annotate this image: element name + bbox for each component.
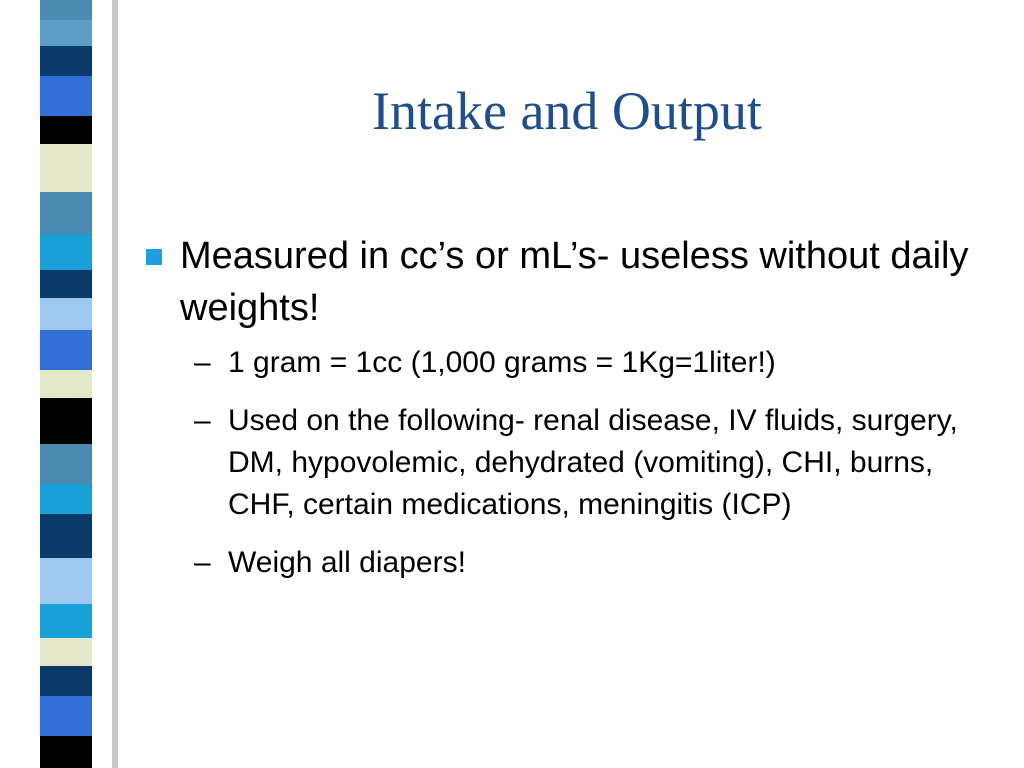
stripe-block (40, 604, 92, 638)
bullet-text: Measured in cc’s or mL’s- useless without daily weights! (180, 235, 969, 329)
sub-bullet-list (140, 342, 980, 584)
stripe-block (40, 398, 92, 444)
sub-bullet-item (186, 542, 980, 584)
stripe-block (40, 76, 92, 116)
stripe-block (40, 330, 92, 370)
stripe-block (40, 666, 92, 696)
bullet-item (140, 230, 980, 334)
stripe-block (40, 270, 92, 298)
dash-bullet-icon: – (194, 546, 211, 579)
decorative-stripe-bar (0, 0, 130, 768)
stripe-block (40, 558, 92, 604)
sub-bullet-item (186, 400, 980, 526)
sub-bullet-text: 1 gram = 1cc (1,000 grams = 1Kg=1liter!) (228, 346, 776, 379)
sub-bullet-text: Used on the following- renal disease, IV fluids, surgery, DM, hypovolemic, dehydrated (vomiting), CHI, burns, CHF, certain medications, meningitis (ICP) (228, 404, 958, 521)
stripe-block (40, 514, 92, 558)
stripe-block (40, 234, 92, 270)
stripe-block (40, 192, 92, 234)
slide-body (140, 230, 980, 600)
stripe-block (40, 736, 92, 768)
slide-title: Intake and Output (372, 81, 762, 141)
dash-bullet-icon: – (194, 346, 211, 379)
stripe-block (40, 144, 92, 192)
stripe-block (40, 298, 92, 330)
stripe-block (40, 0, 92, 20)
stripe-block (40, 444, 92, 484)
stripe-block (40, 116, 92, 144)
dash-bullet-icon: – (194, 404, 211, 437)
stripe-block (40, 484, 92, 514)
stripe-block (40, 696, 92, 736)
square-bullet-icon (146, 249, 162, 265)
stripe-block (40, 638, 92, 666)
stripe-block (40, 46, 92, 76)
stripe-block (40, 20, 92, 46)
sub-bullet-text: Weigh all diapers! (228, 546, 466, 579)
sub-bullet-item (186, 342, 980, 384)
stripe-left-margin (0, 0, 40, 768)
stripe-block (40, 370, 92, 398)
